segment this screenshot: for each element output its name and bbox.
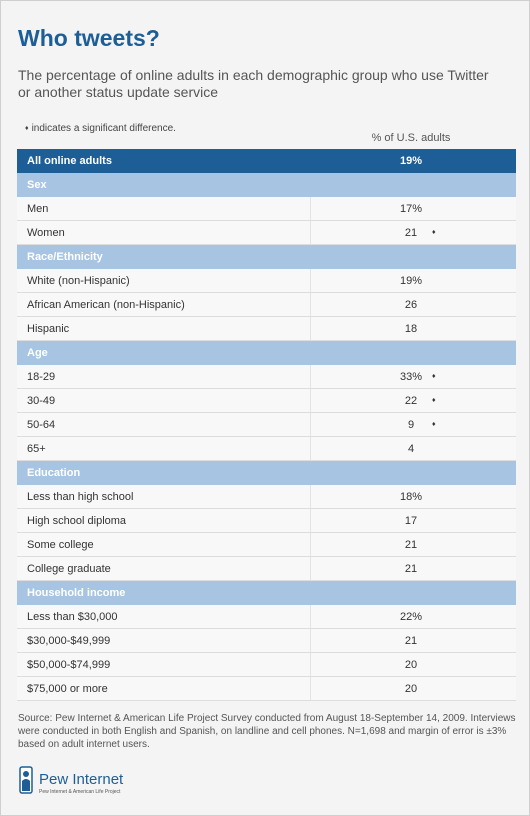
row-label: White (non-Hispanic)	[27, 274, 130, 287]
table-row	[17, 509, 516, 533]
table-row	[17, 629, 516, 653]
row-label: Age	[27, 347, 48, 359]
row-value: 33%	[399, 370, 423, 383]
source-note: Source: Pew Internet & American Life Project Survey conducted from August 18-September 14, 2009. Interviews were conducted in both English and Spanish, on landline and cell phones. N=1,698 and margin of error is ±3% based on adult internet users.	[18, 713, 516, 750]
significance-diamond-icon: ♦	[432, 421, 436, 428]
diamond-icon: ♦	[25, 125, 29, 132]
row-label: High school diploma	[27, 514, 127, 527]
pew-internet-logo	[17, 765, 217, 805]
total-row	[17, 149, 516, 173]
table-row	[17, 365, 516, 389]
row-label: $30,000-$49,999	[27, 634, 111, 647]
row-label: 65+	[27, 442, 46, 455]
section-header-row	[17, 341, 516, 365]
row-label: All online adults	[27, 155, 112, 167]
row-label: $75,000 or more	[27, 682, 108, 695]
row-value: 9	[407, 418, 415, 431]
row-label: 30-49	[27, 394, 56, 407]
row-value: 17%	[399, 202, 423, 215]
column-header: % of U.S. adults	[371, 132, 451, 144]
significance-diamond-icon: ♦	[432, 397, 436, 404]
section-header-row	[17, 245, 516, 269]
row-label: Some college	[27, 538, 94, 551]
significance-diamond-icon: ♦	[432, 373, 436, 380]
data-table	[17, 149, 516, 701]
row-label: Hispanic	[27, 322, 70, 335]
row-value: 20	[404, 658, 418, 671]
chart-subtitle: The percentage of online adults in each demographic group who use Twitter or another status update service	[18, 67, 489, 100]
table-row	[17, 317, 516, 341]
table-row	[17, 413, 516, 437]
row-label: Education	[27, 467, 81, 479]
row-label: 18-29	[27, 370, 56, 383]
section-header-row	[17, 461, 516, 485]
table-row	[17, 269, 516, 293]
table-row	[17, 485, 516, 509]
row-label: 50-64	[27, 418, 56, 431]
row-value: 18%	[399, 490, 423, 503]
significance-note-text: indicates a significant difference.	[31, 123, 176, 134]
row-value: 4	[407, 442, 415, 455]
table-row	[17, 221, 516, 245]
pew-logo-icon	[17, 765, 37, 797]
section-header-row	[17, 581, 516, 605]
row-value: 22%	[399, 610, 423, 623]
row-value: 22	[404, 394, 418, 407]
table-row	[17, 197, 516, 221]
row-value: 19%	[399, 274, 423, 287]
row-value: 26	[404, 298, 418, 311]
row-value: 19%	[399, 155, 423, 167]
row-value: 21	[404, 562, 418, 575]
row-label: College graduate	[27, 562, 111, 575]
row-value: 21	[404, 226, 418, 239]
row-label: Men	[27, 202, 49, 215]
row-label: Women	[27, 226, 65, 239]
row-label: Less than high school	[27, 490, 134, 503]
table-row	[17, 557, 516, 581]
row-value: 20	[404, 682, 418, 695]
section-header-row	[17, 173, 516, 197]
table-row	[17, 677, 516, 701]
row-label: $50,000-$74,999	[27, 658, 111, 671]
row-value: 21	[404, 634, 418, 647]
row-label: African American (non-Hispanic)	[27, 298, 185, 311]
table-row	[17, 533, 516, 557]
logo-name: Pew Internet	[39, 771, 124, 788]
row-label: Sex	[27, 179, 47, 191]
table-row	[17, 293, 516, 317]
table-row	[17, 437, 516, 461]
chart-title: Who tweets?	[18, 25, 160, 51]
table-row	[17, 389, 516, 413]
significance-note	[25, 123, 176, 134]
row-value: 17	[404, 514, 418, 527]
row-label: Household income	[27, 587, 126, 599]
table-row	[17, 605, 516, 629]
row-value: 21	[404, 538, 418, 551]
significance-diamond-icon: ♦	[432, 229, 436, 236]
row-label: Less than $30,000	[27, 610, 118, 623]
row-label: Race/Ethnicity	[27, 251, 103, 263]
logo-tagline: Pew Internet & American Life Project	[39, 789, 121, 795]
row-value: 18	[404, 322, 418, 335]
table-row	[17, 653, 516, 677]
